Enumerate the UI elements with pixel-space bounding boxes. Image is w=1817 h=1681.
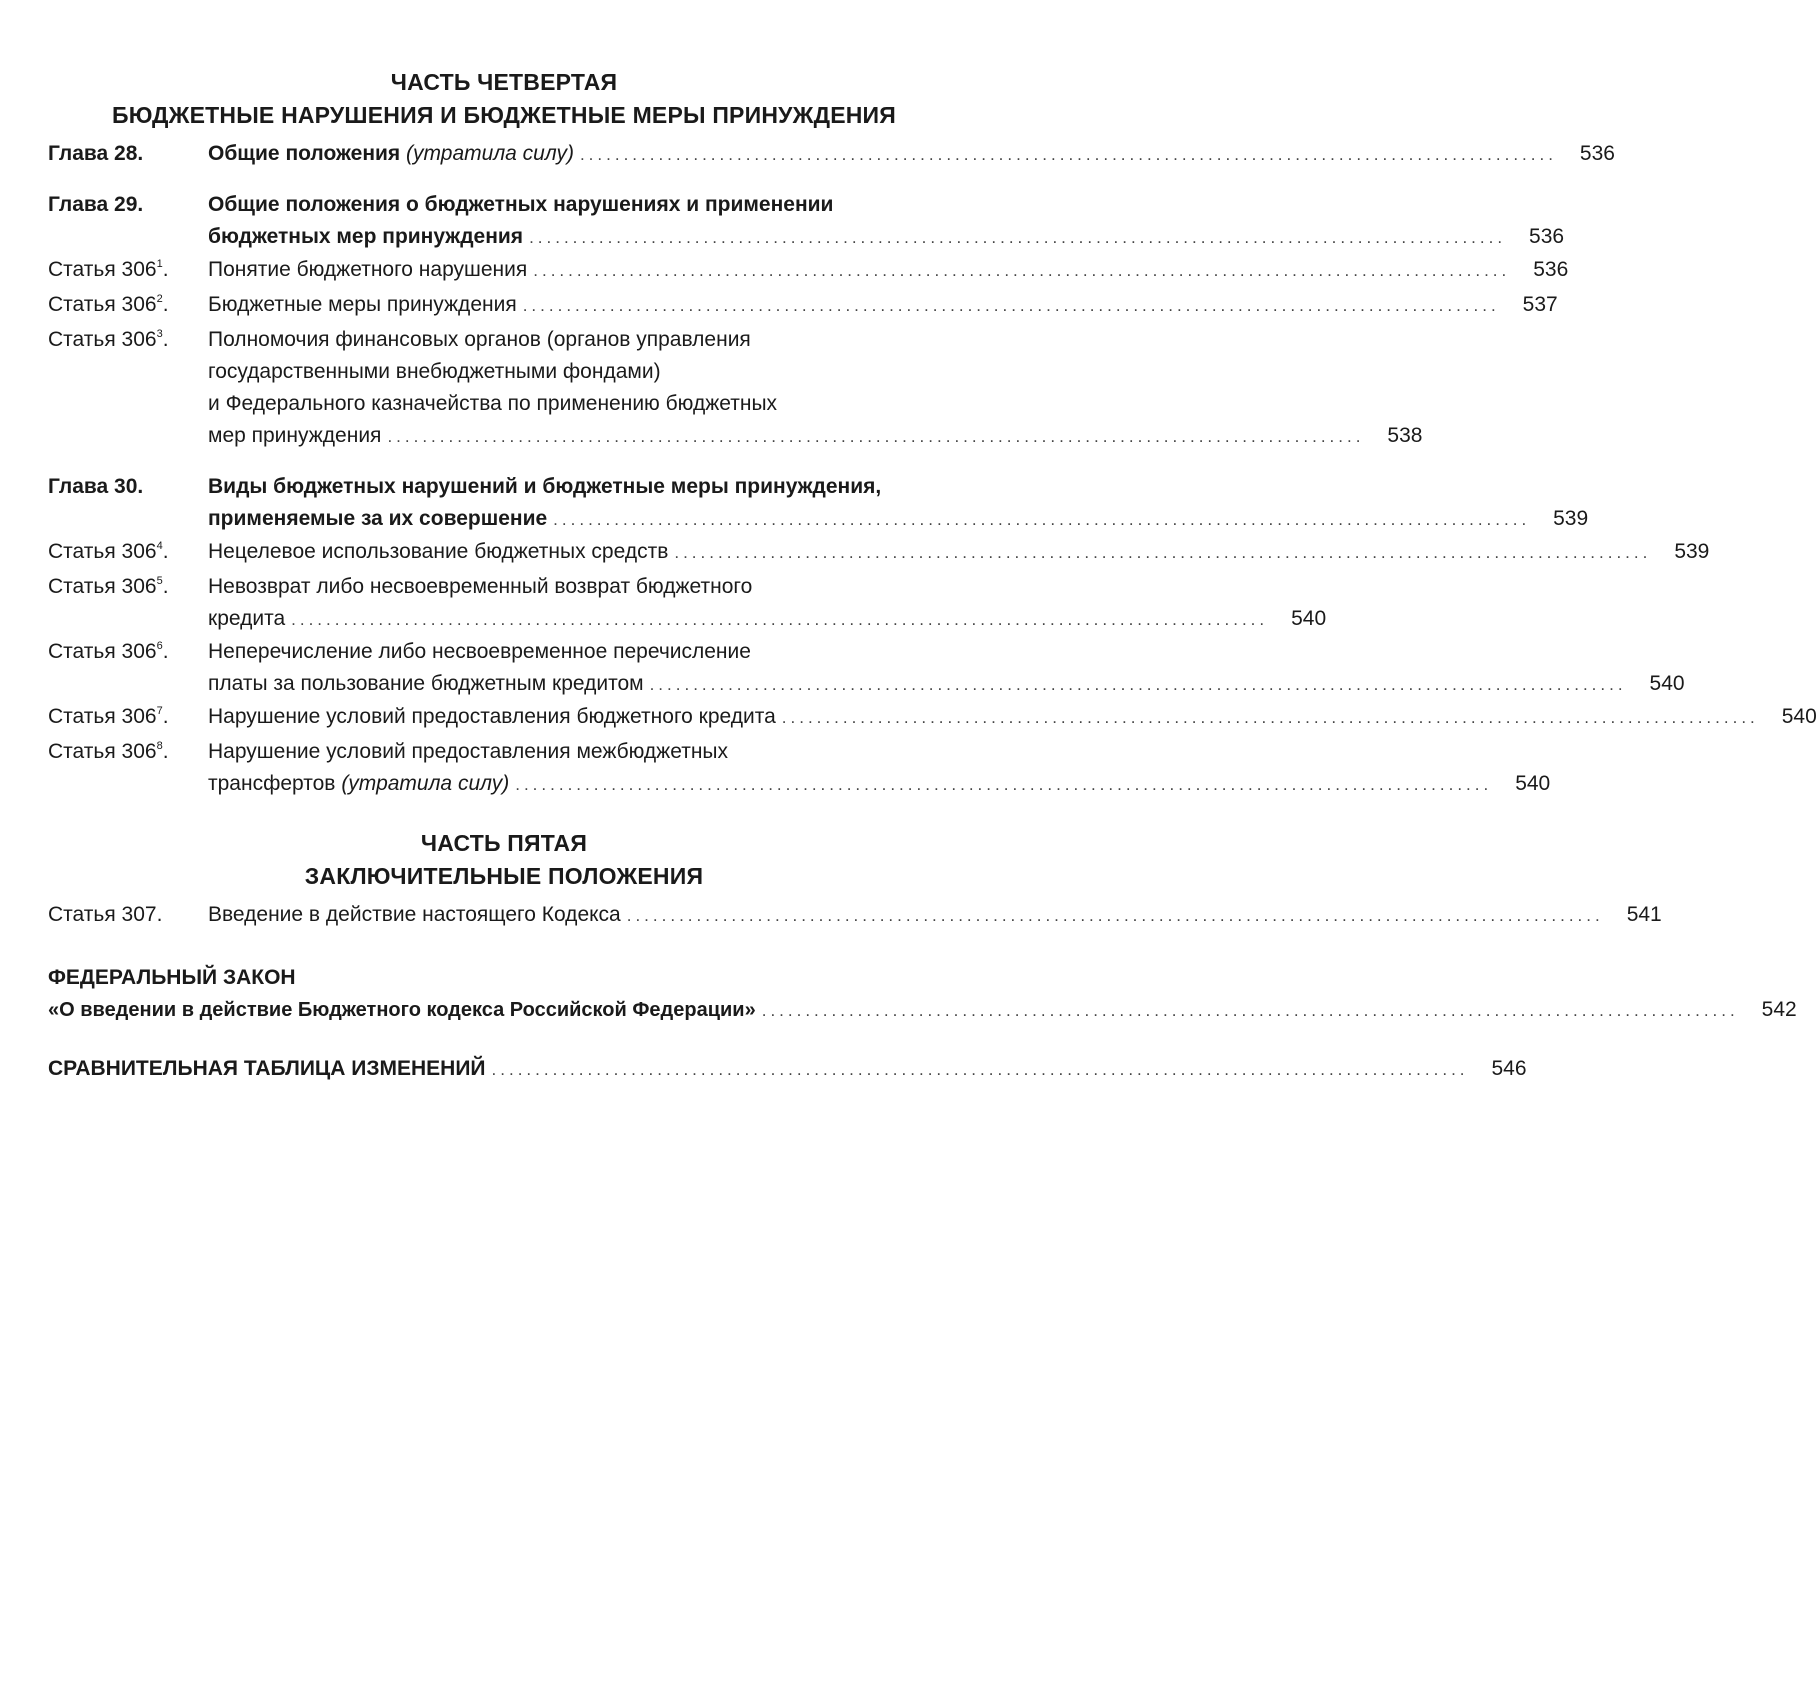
toc-page-number: 536 xyxy=(1533,258,1569,281)
toc-title-line: Общие положения о бюджетных нарушениях и применении xyxy=(208,193,834,216)
toc-page-number: 540 xyxy=(1515,772,1551,795)
toc-title: мер принуждения xyxy=(208,424,382,447)
toc-label: Статья $306^7$. xyxy=(48,705,169,728)
dot-leader: ................................................................................................................ xyxy=(515,775,1493,794)
part-five-title: ЧАСТЬ ПЯТАЯ xyxy=(420,830,588,856)
toc-label: Статья $306^8$. xyxy=(48,740,169,763)
part-five-subtitle: ЗАКЛЮЧИТЕЛЬНЫЕ ПОЛОЖЕНИЯ xyxy=(304,863,704,889)
toc-entry-chapter-30[interactable] xyxy=(48,471,1589,536)
toc-label: Статья $306^1$. xyxy=(48,258,169,281)
toc-entry-article-306-6[interactable] xyxy=(48,636,1685,701)
toc-page-number: 542 xyxy=(1761,998,1797,1021)
toc-label: Глава 28. xyxy=(48,142,144,165)
toc-entry-article-306-2[interactable] xyxy=(48,289,1558,324)
toc-title: Нарушение условий предоставления бюджетного кредита xyxy=(208,705,776,728)
federal-law-title: «О введении в действие Бюджетного кодекса Российской Федерации» xyxy=(48,999,756,1021)
toc-title-line: Виды бюджетных нарушений и бюджетные меры принуждения, xyxy=(208,475,882,498)
toc-title-line: государственными внебюджетными фондами) xyxy=(208,360,661,383)
toc-label: Статья $306^2$. xyxy=(48,293,169,316)
dot-leader: ................................................................................................................ xyxy=(649,675,1627,694)
part-four-heading xyxy=(48,66,960,132)
toc-entry-article-306-1[interactable] xyxy=(48,254,1569,289)
dot-leader: ................................................................................................................ xyxy=(291,610,1269,629)
toc-title: Общие положения xyxy=(208,142,407,165)
dot-leader: ................................................................................................................ xyxy=(529,228,1507,247)
toc-page-number: 546 xyxy=(1491,1057,1527,1080)
toc-title: Бюджетные меры принуждения xyxy=(208,293,517,316)
toc-page-number: 537 xyxy=(1522,293,1558,316)
toc-title-line: Нарушение условий предоставления межбюджетных xyxy=(208,740,729,763)
toc-entry-article-306-8[interactable] xyxy=(48,736,1551,801)
table-of-contents xyxy=(48,66,1817,1086)
dot-leader: ................................................................................................................ xyxy=(553,510,1531,529)
toc-entry-article-306-4[interactable] xyxy=(48,536,1710,571)
toc-entry-article-306-3[interactable] xyxy=(48,324,1423,453)
toc-page-number: 540 xyxy=(1649,672,1685,695)
toc-entry-article-306-5[interactable] xyxy=(48,571,1327,636)
toc-title: трансфертов xyxy=(208,772,342,795)
dot-leader: ................................................................................................................ xyxy=(674,543,1652,562)
toc-title-note: (утратила силу) xyxy=(341,772,510,795)
toc-entry-chapter-29[interactable] xyxy=(48,189,1565,254)
comparison-table-title: СРАВНИТЕЛЬНАЯ ТАБЛИЦА ИЗМЕНЕНИЙ xyxy=(48,1057,486,1080)
dot-leader: ................................................................................................................ xyxy=(387,427,1365,446)
toc-entry-chapter-28[interactable] xyxy=(48,138,1615,171)
toc-label: Глава 30. xyxy=(48,475,144,498)
part-five-heading xyxy=(48,827,960,893)
toc-page-number: 536 xyxy=(1529,225,1565,248)
toc-label: Глава 29. xyxy=(48,193,144,216)
toc-label: Статья $306^3$. xyxy=(48,328,169,351)
toc-title-line: и Федерального казначейства по применению бюджетных xyxy=(208,392,778,415)
toc-title-note: (утратила силу) xyxy=(406,142,574,165)
toc-page-number: 536 xyxy=(1579,142,1615,165)
toc-label: Статья $306^5$. xyxy=(48,575,169,598)
toc-title: кредита xyxy=(208,607,286,630)
toc-page-number: 541 xyxy=(1626,903,1662,926)
toc-title: применяемые за их совершение xyxy=(208,507,548,530)
toc-page-number: 540 xyxy=(1291,607,1327,630)
dot-leader: ................................................................................................................ xyxy=(533,261,1511,280)
dot-leader: ................................................................................................................ xyxy=(761,1001,1739,1020)
toc-title-line: Полномочия финансовых органов (органов управления xyxy=(208,328,751,351)
toc-entry-article-306-7[interactable] xyxy=(48,701,1817,736)
toc-entry-article-307[interactable] xyxy=(48,899,1662,932)
toc-page-number: 538 xyxy=(1387,424,1423,447)
toc-title-line: Невозврат либо несвоевременный возврат бюджетного xyxy=(208,575,753,598)
toc-page-number: 539 xyxy=(1553,507,1589,530)
toc-entry-comparison-table[interactable] xyxy=(48,1053,1527,1086)
part-four-subtitle: БЮДЖЕТНЫЕ НАРУШЕНИЯ И БЮДЖЕТНЫЕ МЕРЫ ПРИНУЖДЕНИЯ xyxy=(111,102,897,128)
dot-leader: ................................................................................................................ xyxy=(626,906,1604,925)
dot-leader: ................................................................................................................ xyxy=(491,1060,1469,1079)
toc-title: Нецелевое использование бюджетных средств xyxy=(208,540,669,563)
toc-title: бюджетных мер принуждения xyxy=(208,225,524,248)
toc-entry-federal-law[interactable] xyxy=(48,962,1797,1027)
toc-page-number: 540 xyxy=(1781,705,1817,728)
toc-title-line: Неперечисление либо несвоевременное перечисление xyxy=(208,640,751,663)
toc-label: Статья $306^4$. xyxy=(48,540,169,563)
dot-leader: ................................................................................................................ xyxy=(579,145,1557,164)
toc-title: платы за пользование бюджетным кредитом xyxy=(208,672,644,695)
dot-leader: ................................................................................................................ xyxy=(781,708,1759,727)
toc-page-number: 539 xyxy=(1674,540,1710,563)
toc-label: Статья $306^6$. xyxy=(48,640,169,663)
toc-title: Введение в действие настоящего Кодекса xyxy=(208,903,621,926)
part-four-title: ЧАСТЬ ЧЕТВЕРТАЯ xyxy=(390,69,618,95)
dot-leader: ................................................................................................................ xyxy=(522,296,1500,315)
federal-law-heading: ФЕДЕРАЛЬНЫЙ ЗАКОН xyxy=(48,966,296,989)
toc-label: Статья 307. xyxy=(48,903,163,926)
toc-title: Понятие бюджетного нарушения xyxy=(208,258,528,281)
